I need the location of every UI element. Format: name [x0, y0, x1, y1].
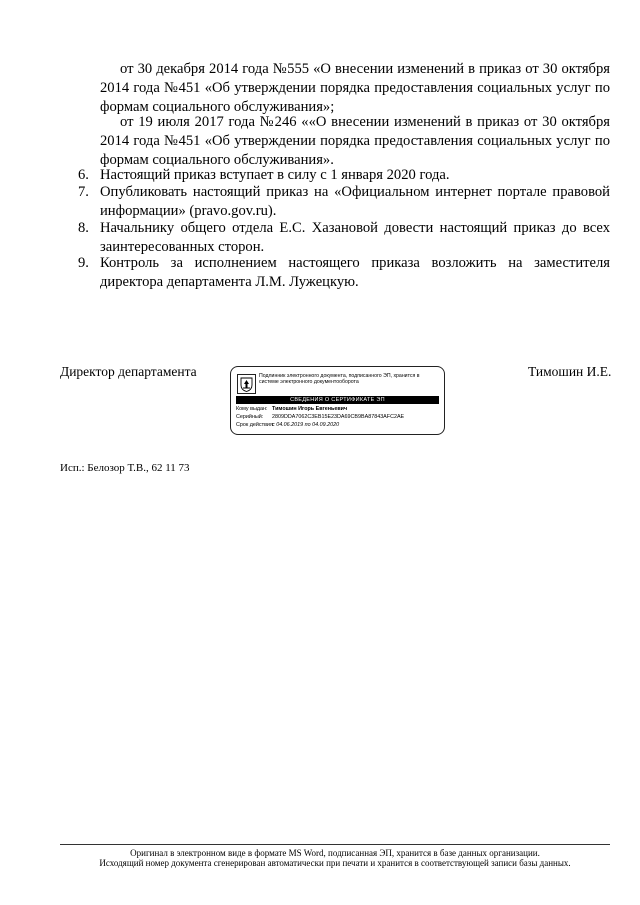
footer-note-number: Исходящий номер документа сгенерирован автоматически при печати и хранится в соответствующей записи базы данных. [99, 858, 571, 868]
list-item-number: 8. [78, 220, 89, 236]
executor-info: Исп.: Белозор Т.В., 62 11 73 [60, 462, 190, 474]
list-item-text: Начальнику общего отдела Е.С. Хазановой довести настоящий приказ до всех заинтересованных сторон. [100, 220, 610, 255]
coat-of-arms-icon [237, 374, 256, 394]
stamp-serial-row [236, 414, 404, 421]
list-item-number: 9. [78, 255, 89, 271]
list-item-number: 7. [78, 184, 89, 200]
electronic-signature-stamp [230, 366, 445, 435]
stamp-issued-to-label: Кому выдан: [236, 406, 268, 412]
stamp-header: Подлинник электронного документа, подписанного ЭП, хранится в системе электронного документооборота [259, 373, 420, 386]
signer-name: Тимошин И.Е. [528, 364, 612, 379]
stamp-validity-value: с 04.06.2019 по 04.09.2020 [272, 422, 340, 428]
stamp-issued-to-value: Тимошин Игорь Евгеньевич [272, 406, 348, 412]
stamp-serial-label: Серийный: [236, 414, 264, 420]
list-item-text: Настоящий приказ вступает в силу с 1 января 2020 года. [100, 167, 450, 183]
list-item-text: Контроль за исполнением настоящего приказа возложить на заместителя директора департамента Л.М. Лужецкую. [100, 255, 610, 290]
footer-divider [60, 844, 610, 845]
stamp-validity-label: Срок действия: [236, 422, 275, 428]
signer-position: Директор департамента [60, 364, 197, 379]
paragraph-amendment-2014: от 30 декабря 2014 года №555 «О внесении изменений в приказ от 30 октября 2014 года №451 «Об утверждении порядка предоставления социальных услуг по формам социального обслуживания»; [100, 61, 610, 115]
list-item-text: Опубликовать настоящий приказ на «Официальном интернет портале правовой информации» (pravo.gov.ru). [100, 184, 610, 219]
stamp-issued-to-row [236, 406, 347, 413]
paragraph-amendment-2017: от 19 июля 2017 года №246 ««О внесении изменений в приказ от 30 октября 2014 года №451 «Об утверждении порядка предоставления социальных услуг по формам социального обслуживания». [100, 114, 610, 168]
footer-note-original: Оригинал в электронном виде в формате MS Word, подписанная ЭП, хранится в базе данных организации. [130, 848, 540, 858]
stamp-certificate-title: СВЕДЕНИЯ О СЕРТИФИКАТЕ ЭП [236, 396, 439, 404]
stamp-serial-value: 2809DDA7062C3EB15E23DA69CB9BA87843AFC2AE [272, 414, 405, 420]
list-item-number: 6. [78, 167, 89, 183]
stamp-validity-row [236, 422, 339, 429]
